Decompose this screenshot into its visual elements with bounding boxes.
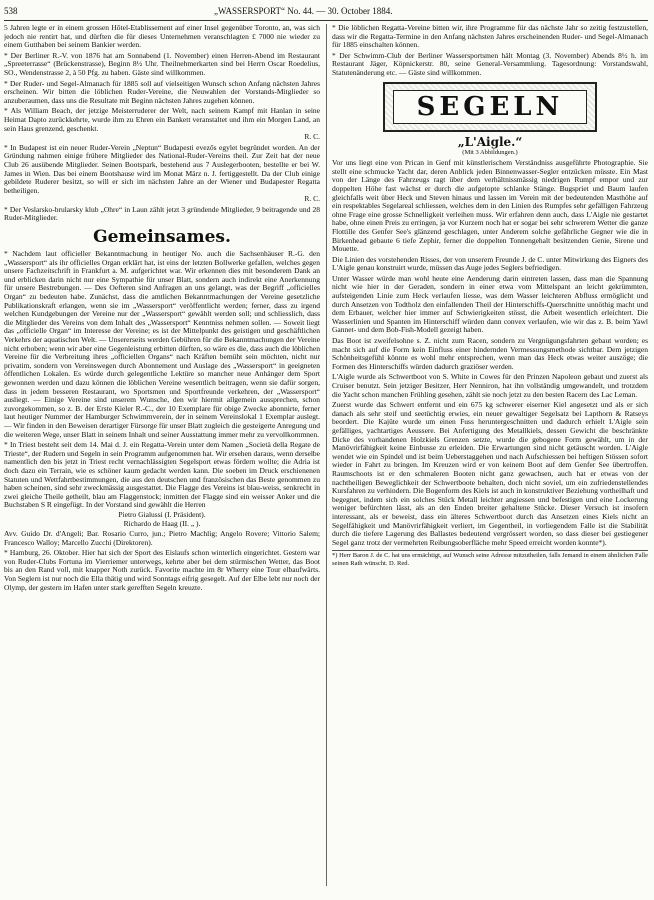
triest-president-1: Pietro Gialussi (I. Präsident). (118, 509, 206, 519)
triest-directors: Avv. Guido Dr. d'Angeli; Bar. Rosario Curro, jun.; Pietro Machlig; Angelo Rovere; Vittorio Salem; Francesco Walloy; Marcello Zucchi (Direktoren). (4, 529, 320, 547)
news-triest: * In Triest besteht seit dem 14. Mai d. J. ein Regatta-Verein unter dem Namen „Società della Regate de Trieste“, der Rudern und Segeln in sein Programm aufgenommen hat. Wir ersehen daraus, wenn derselbe namentlich den bis jetzt in Triest recht vernachlässigten Segelsport etwas fördern wollte; die Adria ist doch dazu ein Terrain, wie es schöner kaum gedacht werden kann. Die soeben im Druck erschienenen Statuten und Wettfahrtbestimmungen, die aus den deutschen und französischen das Beste genommen zu haben scheinen, sind sehr zweckmässig ausgestattet. Die Flagge des Vereins ist blau-weiss, senkrecht in zwei gleiche Theile getheilt, blau am Flaggenstock; inmitten der Flagge sind ein weisser Anker und die Buchstaben S R eingefügt. In der Vorstand sind gewählt die Herren (4, 440, 320, 510)
segeln-banner (383, 82, 597, 132)
footnote-text: *) Herr Baron J. de C. hat uns ermächtigt, auf Wunsch seine Adresse mitzutheilen, falls Jemand in einem ähnlichen Falle seinen Rath wünscht. D. Red. (332, 552, 648, 567)
footnote (332, 550, 648, 567)
running-title: „WASSERSPORT“ No. 44. — 30. October 1884. (214, 6, 393, 16)
news-hamburg: * Hamburg, 26. Oktober. Hier hat sich der Sport des Eislaufs schon winterlich eingerichtet. Gestern war von Ruder-Clubs Fortuna im Vierriemer unterwegs, kehrte aber bei dem stürmischen Wetter, das Boot bis an den Rand voll, mit knapper Noth zurück. Favorite machte im 8r Wherry eine Tour elbaufwärts. Von Seglern ist nur noch die Ella thätig und wird Sonntags eifrig gesegelt. Auf der Elbe lebt nur noch der Olymp, der gestern im Hafen unter stark gerefften Segeln kreuzte. (4, 548, 320, 592)
aigle-paragraph-6: Zuerst wurde das Schwert entfernt und ein 675 kg schwerer eiserner Kiel angesetzt und als er sich danach als sehr steif und seetüchtig erwies, ein neuer gewaltiger Segelsatz bei Lapthorn & Ratseys beordert. Die Kajüte wurde um einen Fuss heruntergeschnitten und dadurch erhielt L'Aigle sein gefälliges, yachtartiges Aeussere. Bei Anfertigung des Metallkiels, dessen Gewicht die beschränkte Dicke des vorhandenen Holzkiels Grenzen setzte, wurde die gebogene Form gewählt, um in der Manövrirfähigkeit keine Einbusse zu erleiden. Die Erwartungen sind nicht getäuscht worden. L'Aigle wendet wie ein Spindel und ist beim Ueberstaggehen und nach Aufschiessen bei heftigen Stössen sofort wieder in Fahrt zu bringen. Im Kreuzen wird er von keinem Boot auf dem Genfer See übertroffen. Raumschoots ist er den schmaleren Booten nicht ganz gewachsen, auch hat er etwas von der nachtheiligen Beweglichkeit der Schwertboote behalten, doch nicht soviel, um ein zufriedenstellendes Kursfahren zu verhindern. Die Bogenform des Kiels ist auch in konstruktiver Beziehung vortheilhaft und begegnet, indem sich ein solches Stück Metall leichter angiessen und befestigen und eine Lockerung weniger befürchten lässt, als an den Enden breiter gehaltene Stücke. Dieser Versuch ist insofern interessant, als er beweist, dass ein älteres Schwertboot durch das Ansetzen eines Kiels nicht an Segelfähigkeit und Manövrirfähigkeit verliert, im Gegentheil, in vorliegendem Falle ist die Stabilität durch die tiefere Lagerung des Ballastes bedeutend vergrössert worden, so dass dieser bei gestiegener Segel ganz trotz der vermehrten Reibungsoberfläche mehr Speed erreicht worden konnte*). (332, 400, 648, 547)
page-header (4, 6, 648, 20)
news-veslarsko: * Der Veslarsko-brularsky klub „Ohre“ in Laun zählt jetzt 3 gründende Mitglieder, 9 beitragende und 28 Ruder-Mitglieder. (4, 204, 320, 223)
left-column (4, 24, 320, 894)
article-intro: 5 Jahren legte er in einem grossen Hôtel-Etablissement auf einer Insel gegenüber Toronto, an, was sich jedoch nie rentirt hat, und dürften die für dieses Unternehmen veranschlagten £ 7000 nie wieder zu einem Gutthaben bei seinem Bankier werden. (4, 24, 320, 50)
news-regatta-vereine: * Die löblichen Regatta-Vereine bitten wir, ihre Programme für das nächste Jahr so zeitig festzustellen, dass wir die Regatta-Termine in den Anfang nächsten Jahres erscheinenden Ruder- und Segel-Almanach für 1885 einschalten können. (332, 24, 648, 50)
header-rule (4, 20, 648, 21)
aigle-paragraph-2: Die Linien des vorstehenden Risses, der von unserem Freunde J. de C. unter Mitwirkung des Eigners des L'Aigle genau konstruirt wurde, müssen das Auge jedes Seglers befriedigen. (332, 254, 648, 273)
article-title: „L'Aigle.“ (457, 134, 523, 149)
news-schwimm-club: * Der Schwimm-Club der Berliner Wassersportsmen hält Montag (3. November) Abends 8½ h. im Restaurant Jäger, Köpnickerstr. 80, seine General-Versammlung. Tagesordnung: Vorstandswahl, Statutenänderung etc. — Gäste sind willkommen. (332, 50, 648, 77)
triest-president-2: Richardo de Haag (II. „ ). (123, 519, 201, 529)
page-number: 538 (4, 6, 18, 16)
aigle-paragraph-5: L'Aigle wurde als Schwertboot von S. White in Cowes für den Prinzen Napoleon gebaut und zuerst als Cruiser benutzt. Sein jetziger Besitzer, Herr Nenniron, hat ihn vollständig umgewandelt, und trotzdem die Yacht schon manchen Frühling gesehen, zählt sie noch jetzt zu den besten Racern des Lac Leman. (332, 372, 648, 399)
aigle-paragraph-1: Vor uns liegt eine von Prican in Genf mit künstlerischem Verständniss ausgeführte Photographie. Sie stellt eine schmucke Yacht dar, deren Anblick jeden Binnenwasser-Segler entzücken müsste. Ein Mast von der Länge des Fahrzeugs ragt über dem verhältnissmässig niedrigen Rumpf empor und zur doppelten Höhe fast wächst er durch die aufgetopte schlanke Stänge. Bugspriet und Baum laufen gleichfalls weit über Heck und Steven hinaus und lassen im Verein mit der bedeutenden Masthöhe auf ein respektables Segelareal schliessen, welches dem in den Linien des Rumpfes sehr gefälligen Fahrzeug ohne Frage eine grosse Schnelligkeit verleihen muss. Wir erfahren denn auch, dass L'Aigle nie gestartet habe, ohne einen Preis zu erringen, ja vor Kurzem noch hat er sogar bei sehr schwerem Wetter die ganze Flottille des Genfer See's glänzend geschlagen, unter Anderem solche gefährliche Gegner wie die in Birkenhead gebaute 6 tiefe Zephir, ferner die doppelten Tonnengehalt besitzenden Genie, Sirene und Mouette. (332, 158, 648, 254)
news-almanach: * Der Ruder- und Segel-Almanach für 1885 soll auf vielseitigen Wunsch schon Anfang nächsten Jahres erscheinen. Wir bitten die löblichen Ruder-Vereine, die Neuwahlen der Vorstands-Mitglieder so anzuberaumen, dass uns die Resultate mit Beginn nächsten Jahres zugehen können. (4, 78, 320, 105)
aigle-paragraph-3: Unter Wasser würde man wohl heute eine Aenderung darin eintreten lassen, dass man die Spannung nicht wie hier in der Geraden, sondern in einer etwa vom Mittelspant an leicht gekrümmten, aufsteigenden Linie zum Heck verlaufen liesse, was dem Wasser leichteren Abfluss ermöglicht und durch Ansetzen von Todtholz den einfallenden Theil der Hinterschiffs-Querschnitte unnöthig macht und dem Erbauer, welcher hier immer auf Schwierigkeiten stösst, die Arbeit wesentlich erleichtert. Die Wasserlinien und Spanten im Hinterschiff würden dann convex verlaufen, wie wir das z. B. beim Yawl Gannet- und dem Bob-Fish-Modell gezeigt haben. (332, 273, 648, 335)
banner-title: SEGELN (416, 91, 564, 122)
news-beach-signature: R. C. (304, 132, 320, 142)
right-column (332, 24, 648, 894)
news-berliner-rv: * Der Berliner R.-V. von 1876 hat am Sonnabend (1. November) einen Herren-Abend im Restaurant „Spreeterrasse“ (Brückenstrasse), Beginn 8½ Uhr. Theilnehmerkarten sind bei Herrn Oscar Roedelius, SO., Wendenstrasse 2, à 50 Pfg. zu haben. Gäste sind willkommen. (4, 50, 320, 77)
news-budapest-signature: R. C. (304, 194, 320, 204)
gemeinsames-paragraph: * Nachdem laut officieller Bekanntmachung in heutiger No. auch die Sachsenhäuser R.-G. den „Wassersport“ als ihr officielles Organ erklärt hat, ist eins der letzten Bollwerke gefallen, welches gegen unsere Fachzeitschrift in Frankfurt a. M. aufgerichtet war. Wir erkennen dies mit besonderem Dank an und erblicken darin nicht nur eine Sympathie für unser Blatt, sondern auch indirekt eine Anerkennung für unsere Bestrebungen. — Des Oefteren sind Anfragen an uns gelangt, was der Begriff „officielles Organ“ zu bedeuten habe. Zunächst, dass die amtlichen Bekanntmachungen der Vereine gesetzliche Publikationskraft erlangen, wenn sie im „Wassersport“ veröffentlicht werden; ferner, dass zu irgend welchen Kundgebungen der Vereine nur der „Wassersport“ gewählt werden soll; und schliesslich, dass die Mitglieder des Vereins von dem Inhalt des „Wassersport“ Kenntniss nehmen sollen. — Soweit liegt das „officielle Organ“ im Interesse der Vereine; es ist der Mittelpunkt des geistigen und geschäftlichen Verkehrs der aquatischen Welt. — Unsererseits werden Gebühren für die Bekanntmachungen der Vereine nicht erhoben; wenn wir aber eine Gegenleistung erbitten dürften, so wäre es die, dass auch die löblichen Vereine für die Verbreitung ihres „officiellen Organs“ nach Kräften bemüht sein möchten, nicht nur privatim, sondern von Vereinswegen durch Abonnement und Auslage des „Wassersport“ in geeigneten öffentlichen Lokalen. Es würde durch gelegentliche Lektüre so mancher neue Anhänger dem Sport gewonnen werden und dazu können die löblichen Vereine wesentlich beitragen, wenn sie dafür sorgen, dass in jedem besseren Restaurant, wo Sportsmen und Sportfreunde verkehren, der „Wassersport“ ausliegt. — Einige Vereine sind unserem Wunsche, den wir hiermit allgemein aussprechen, schon zuvorgekommen, so z. B. der Erste Kieler R.-C., der 10 Exemplare für obige Zwecke abonnirte, ferner laut heutiger Nummer der Hamburger Schwimmverein, der in seinem Vereinslokal 1 Exemplar auslegt. — Wir finden in den Beweisen derartiger Fürsorge für unser Blatt zugleich die gesteigerte Anregung und die weiteren Wege, unser Blatt in seinem Inhalt und seiner Ausstattung immer mehr zu vervollkommnen. (4, 249, 320, 439)
column-divider (326, 24, 327, 886)
aigle-paragraph-4: Das Boot ist zweifelsohne s. Z. nicht zum Racen, sondern zu Vergnügungsfahrten gebaut worden; es macht sich auf die Form kein Einfluss einer hindernden Vermessungsmethode sichtbar. Dem jetzigen Schönheitsgefühl könnte es wohl mehr entsprechen, wenn man das Heck etwas weiter auszöge; die Formen des Hinterschiffs würden dadurch graziöser werden. (332, 336, 648, 371)
news-beach: * Als William Beach, der jetzige Meisterruderer der Welt, nach seinem Kampf mit Hanlan in seine Heimat Dapto zurückkehrte, wurde ihm zu Ehren ein Bankett veranstaltet und ihm ein Morgen Land, an sein Haus grenzend, geschenkt. (4, 106, 320, 133)
article-subtitle: (Mit 3 Abbildungen.) (462, 148, 518, 156)
banner-frame (393, 90, 587, 124)
news-budapest: * In Budapest ist ein neuer Ruder-Verein „Neptun“ Budapesti evezős egylet begründet worden. An der Gründung nahmen einige frühere Mitglieder des National-Ruder-Vereins theil. Zur Zeit hat der neue Club 26 ausübende Mitglieder. Seinen Bootspark, bestehend aus 7 Auslegerbooten, bestellte er bei W. James in Wien. Das bei einem Bootshause wird im Monat März n. J. fertiggestellt. Da der Club einige gebildete Ruderer besitzt, so will er sich im nächsten Jahre an der Wiener und Budapester Regatta betheiligen. (4, 142, 320, 195)
section-title: Gemeinsames. (93, 227, 231, 248)
